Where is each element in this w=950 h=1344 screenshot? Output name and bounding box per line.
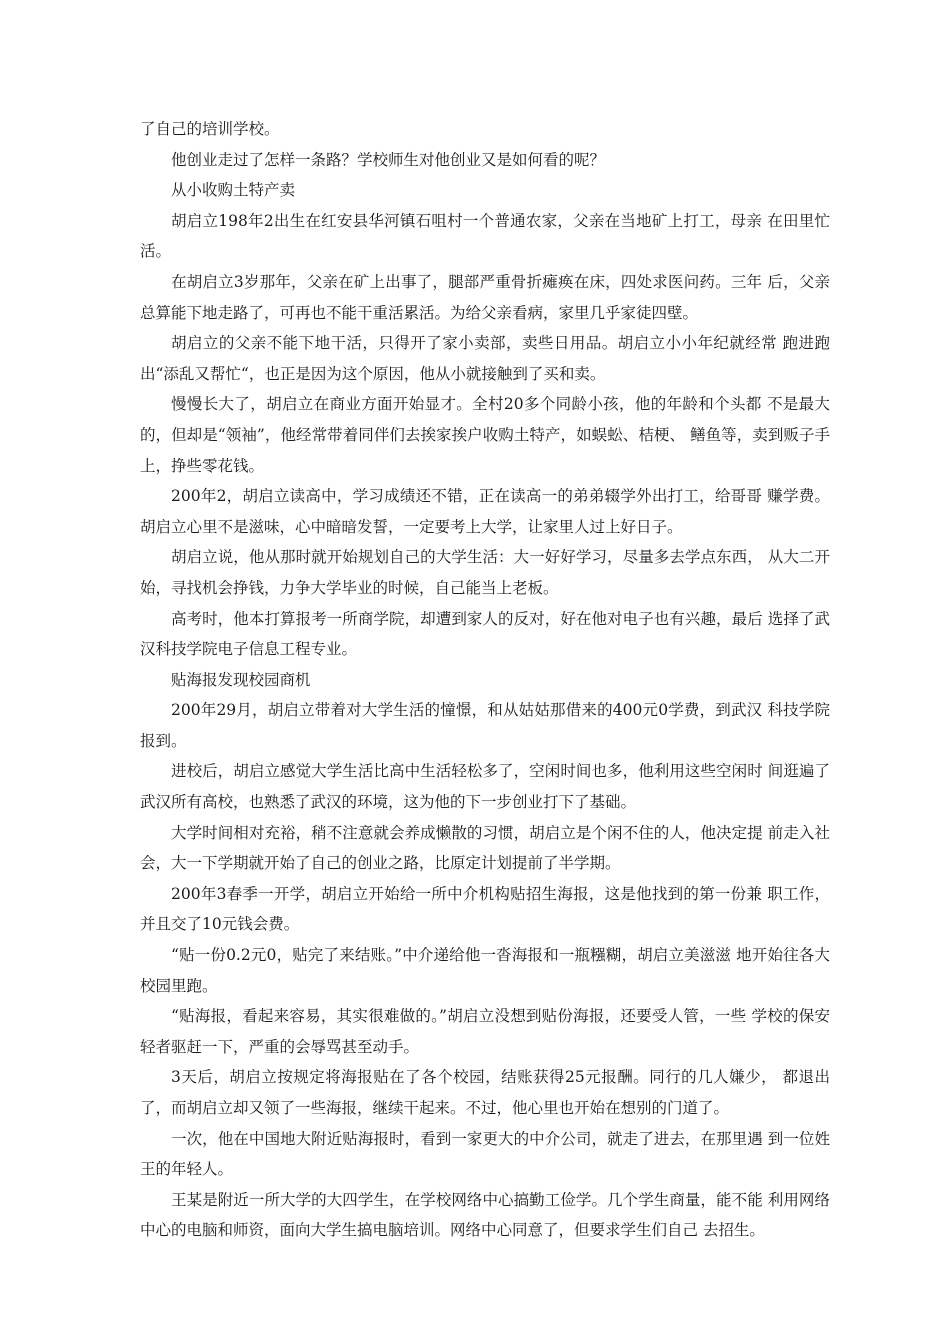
- paragraph: 王某是附近一所大学的大四学生，在学校网络中心搞勤工俭学。几个学生商量，能不能 利用网络中心的电脑和师资，面向大学生搞电脑培训。网络中心同意了，但要求学生们自己 去招生。: [140, 1190, 830, 1240]
- paragraph: 胡启立说，他从那时就开始规划自己的大学生活：大一好好学习，尽量多去学点东西， 从大二开始，寻找机会挣钱，力争大学毕业的时候，自己能当上老板。: [140, 548, 830, 597]
- paragraph: 大学时间相对充裕，稍不注意就会养成懒散的习惯，胡启立是个闲不住的人，他决定提 前走入社会，大一下学期就开始了自己的创业之路，比原定计划提前了半学期。: [140, 823, 830, 873]
- paragraph: 慢慢长大了，胡启立在商业方面开始显才。全村20多个同龄小孩，他的年龄和个头都 不是最大的，但却是“领袖”，他经常带着同伴们去挨家挨户收购土特产，如蜈蚣、桔梗、 鳝鱼等，卖到贩子手上，挣些零花钱。: [140, 395, 830, 475]
- paragraph: 了自己的培训学校。: [140, 120, 280, 138]
- paragraph: 一次，他在中国地大附近贴海报时，看到一家更大的中介公司，就走了进去，在那里遇 到一位姓王的年轻人。: [140, 1129, 830, 1179]
- paragraph: 200年3春季一开学，胡启立开始给一所中介机构贴招生海报，这是他找到的第一份兼 职工作，并且交了10元钱会费。: [140, 884, 830, 934]
- section-heading: 贴海报发现校园商机: [171, 670, 311, 689]
- paragraph: 进校后，胡启立感觉大学生活比高中生活轻松多了，空闲时间也多，他利用这些空闲时 间逛遍了武汉所有高校，也熟悉了武汉的环境，这为他的下一步创业打下了基础。: [140, 762, 830, 812]
- paragraph: 200年2，胡启立读高中，学习成绩还不错，正在读高一的弟弟辍学外出打工，给哥哥 赚学费。胡启立心里不是滋味，心中暗暗发誓，一定要考上大学，让家里人过上好日子。: [140, 487, 830, 536]
- paragraph: 在胡启立3岁那年，父亲在矿上出事了，腿部严重骨折瘫痪在床，四处求医问药。三年 后，父亲总算能下地走路了，可再也不能干重活累活。为给父亲看病，家里几乎家徒四壁。: [140, 272, 830, 322]
- paragraph: 高考时，他本打算报考一所商学院，却遭到家人的反对，好在他对电子也有兴趣，最后 选择了武汉科技学院电子信息工程专业。: [140, 609, 830, 659]
- section-heading: 从小收购土特产卖: [171, 181, 296, 200]
- paragraph: 胡启立198年2出生在红安县华河镇石咀村一个普通农家，父亲在当地矿上打工，母亲 在田里忙活。: [140, 211, 830, 261]
- paragraph: 胡启立的父亲不能下地干活，只得开了家小卖部，卖些日用品。胡启立小小年纪就经常 跑进跑出“添乱又帮忙“，也正是因为这个原因，他从小就接触到了买和卖。: [140, 334, 830, 383]
- paragraph: 200年29月，胡启立带着对大学生活的憧憬，和从姑姑那借来的400元0学费，到武汉 科技学院报到。: [140, 701, 830, 750]
- article-body: [140, 114, 830, 1246]
- paragraph: “贴海报，看起来容易，其实很难做的。”胡启立没想到贴份海报，还要受人管，一些 学校的保安轻者驱赶一下，严重的会辱骂甚至动手。: [140, 1007, 830, 1056]
- paragraph: 3天后，胡启立按规定将海报贴在了各个校园，结账获得25元报酬。同行的几人嫌少， 都退出了，而胡启立却又领了一些海报，继续干起来。不过，他心里也开始在想别的门道了。: [140, 1068, 830, 1117]
- paragraph: 他创业走过了怎样一条路？学校师生对他创业又是如何看的呢？: [171, 150, 606, 169]
- paragraph: “贴一份0.2元0，贴完了来结账。”中介递给他一沓海报和一瓶糨糊，胡启立美滋滋 地开始往各大校园里跑。: [140, 946, 830, 995]
